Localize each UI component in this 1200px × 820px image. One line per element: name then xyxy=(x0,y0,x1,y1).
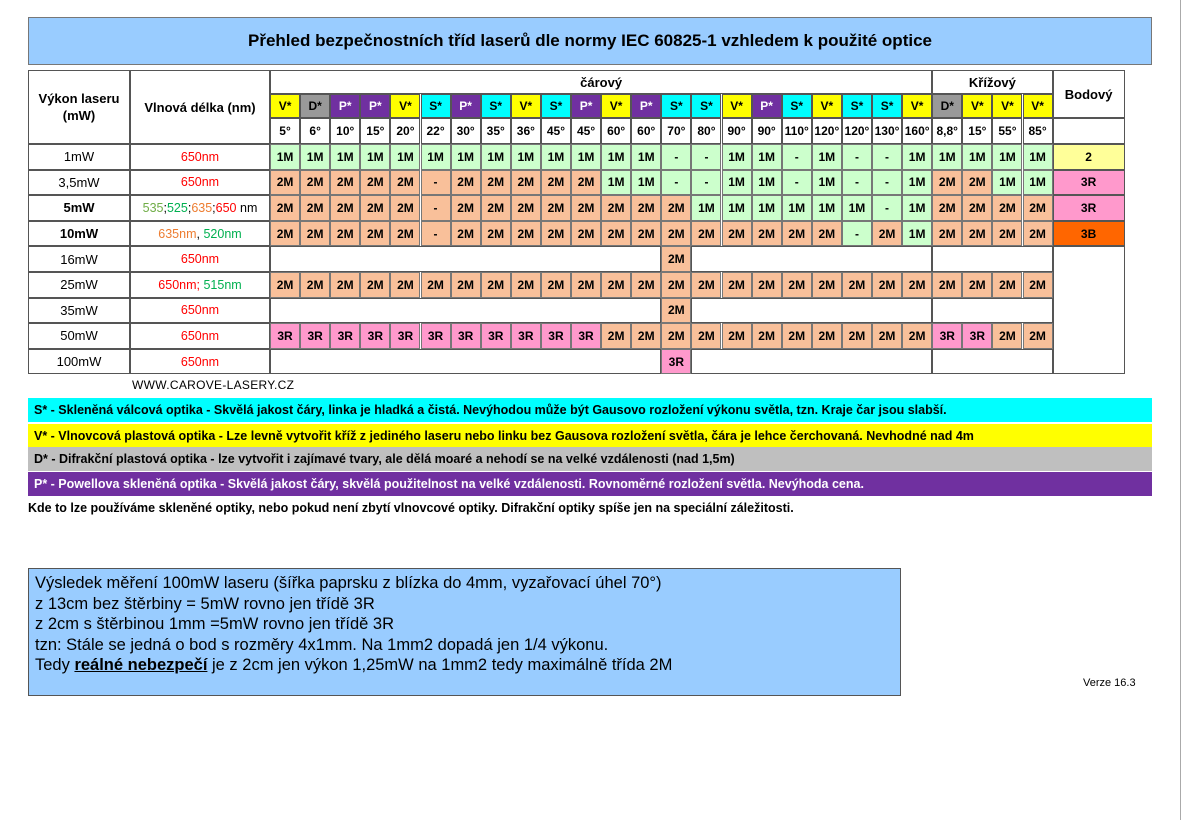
class-cell: - xyxy=(421,195,451,221)
class-cell: 2M xyxy=(330,195,360,221)
class-cell: 2M xyxy=(842,323,872,349)
wavelength-segment: ; xyxy=(212,200,216,215)
row-power: 1mW xyxy=(28,144,130,170)
class-cell: 1M xyxy=(270,144,300,170)
wavelength-segment: ; xyxy=(187,200,192,215)
class-cell: - xyxy=(842,170,872,196)
optic-type-26: V* xyxy=(1023,94,1053,118)
wavelength-segment: 515nm xyxy=(203,277,242,292)
class-cell: 2M xyxy=(932,272,962,298)
optic-type-7: P* xyxy=(451,94,481,118)
class-cell: - xyxy=(842,221,872,247)
class-cell: 2M xyxy=(661,298,691,324)
row-power: 16mW xyxy=(28,246,130,272)
class-cell: 2M xyxy=(541,221,571,247)
class-cell: 1M xyxy=(541,144,571,170)
class-cell: 2M xyxy=(752,272,782,298)
row-wavelength xyxy=(130,221,270,247)
class-cell: 2M xyxy=(691,221,721,247)
class-cell: - xyxy=(691,144,721,170)
wavelength-segment: 525 xyxy=(166,200,188,215)
optic-type-6: S* xyxy=(421,94,451,118)
class-cell: 2M xyxy=(481,195,511,221)
class-cell: 1M xyxy=(992,144,1022,170)
class-cell: 1M xyxy=(902,170,932,196)
optic-type-25: V* xyxy=(992,94,1022,118)
class-cell: 2M xyxy=(481,221,511,247)
legend-p-optics: P* - Powellova skleněná optika - Skvělá jakost čáry, skvělá použitelnost na velké vzdálenosti. Rovnoměrné rozložení světla. Nevýhoda cena. xyxy=(28,472,1152,496)
class-cell: 3R xyxy=(300,323,330,349)
optic-type-10: S* xyxy=(541,94,571,118)
angle-11: 45° xyxy=(571,118,601,144)
class-cell: 2M xyxy=(782,323,812,349)
class-cell: 2M xyxy=(782,221,812,247)
class-cell: 2M xyxy=(691,272,721,298)
class-cell: 2M xyxy=(962,272,992,298)
class-cell: 2M xyxy=(390,272,420,298)
class-cell: 2M xyxy=(601,323,631,349)
wavelength-segment: 650nm xyxy=(180,303,220,318)
optic-type-15: S* xyxy=(691,94,721,118)
row-blank-right xyxy=(932,298,1052,324)
class-cell: 2M xyxy=(390,221,420,247)
class-cell: - xyxy=(661,170,691,196)
class-cell: 2M xyxy=(902,323,932,349)
class-cell: 1M xyxy=(812,170,842,196)
class-cell: 2M xyxy=(872,272,902,298)
class-cell: 2M xyxy=(992,221,1022,247)
class-cell: - xyxy=(421,170,451,196)
class-cell: 2M xyxy=(360,272,390,298)
class-cell: 1M xyxy=(782,195,812,221)
class-cell: 2M xyxy=(902,272,932,298)
class-cell: 2M xyxy=(872,221,902,247)
class-cell: 2M xyxy=(571,170,601,196)
class-cell: - xyxy=(421,221,451,247)
measurement-line-5-pre: Tedy xyxy=(35,656,75,674)
optic-type-8: S* xyxy=(481,94,511,118)
class-cell: 2M xyxy=(661,195,691,221)
optic-type-23: D* xyxy=(932,94,962,118)
optic-type-2: D* xyxy=(300,94,330,118)
class-cell: 1M xyxy=(691,195,721,221)
measurement-line-2: z 13cm bez štěrbiny = 5mW rovno jen třídě 3R xyxy=(35,594,375,613)
dot-class-cell: 3B xyxy=(1053,221,1125,247)
class-cell: 2M xyxy=(541,272,571,298)
angle-1: 5° xyxy=(270,118,300,144)
class-cell: 2M xyxy=(872,323,902,349)
class-cell: 2M xyxy=(451,272,481,298)
class-cell: 2M xyxy=(962,170,992,196)
angle-21: 130° xyxy=(872,118,902,144)
class-cell: 2M xyxy=(1023,195,1053,221)
class-cell: 2M xyxy=(270,170,300,196)
measurement-line-3: z 2cm s štěrbinou 1mm =5mW rovno jen třídě 3R xyxy=(35,615,395,633)
optic-type-20: S* xyxy=(842,94,872,118)
wavelength-segment: 650nm xyxy=(180,252,220,267)
class-cell: 2M xyxy=(631,272,661,298)
page-title: Přehled bezpečnostních tříd laserů dle normy IEC 60825-1 vzhledem k použité optice xyxy=(28,17,1152,65)
class-cell: 1M xyxy=(300,144,330,170)
class-cell: 3R xyxy=(571,323,601,349)
optic-type-24: V* xyxy=(962,94,992,118)
page-edge-line xyxy=(1180,0,1181,820)
class-cell: 1M xyxy=(1023,170,1053,196)
angle-4: 15° xyxy=(360,118,390,144)
class-cell: 1M xyxy=(902,221,932,247)
row-wavelength xyxy=(130,246,270,272)
class-cell: 2M xyxy=(601,195,631,221)
wavelength-segment: 520nm xyxy=(203,226,242,241)
class-cell: 1M xyxy=(902,144,932,170)
optic-type-22: V* xyxy=(902,94,932,118)
wavelength-segment: 635nm xyxy=(158,226,197,241)
class-cell: 3R xyxy=(360,323,390,349)
website-link[interactable]: WWW.CAROVE-LASERY.CZ xyxy=(132,378,295,392)
class-cell: 1M xyxy=(722,144,752,170)
row-wavelength xyxy=(130,144,270,170)
class-cell: 1M xyxy=(812,144,842,170)
class-cell: 1M xyxy=(752,170,782,196)
class-cell: 2M xyxy=(270,272,300,298)
row-blank-left xyxy=(270,246,661,272)
class-cell: 1M xyxy=(511,144,541,170)
class-cell: 1M xyxy=(451,144,481,170)
angle-12: 60° xyxy=(601,118,631,144)
optic-type-12: V* xyxy=(601,94,631,118)
class-cell: 1M xyxy=(571,144,601,170)
measurement-line-1: Výsledek měření 100mW laseru (šířka paprsku z blízka do 4mm, vyzařovací úhel 70°) xyxy=(35,574,662,592)
angle-14: 70° xyxy=(661,118,691,144)
class-cell: 2M xyxy=(541,170,571,196)
row-power: 10mW xyxy=(28,221,130,247)
class-cell: 2M xyxy=(571,195,601,221)
row-wavelength xyxy=(130,195,270,221)
angle-17: 90° xyxy=(752,118,782,144)
row-wavelength xyxy=(130,349,270,375)
class-cell: - xyxy=(782,170,812,196)
wavelength-segment: 650 xyxy=(215,200,237,215)
row-blank-right xyxy=(932,246,1052,272)
angle-20: 120° xyxy=(842,118,872,144)
class-cell: 3R xyxy=(962,323,992,349)
wavelength-header: Vlnová délka (nm) xyxy=(130,70,270,144)
class-cell: 2M xyxy=(541,195,571,221)
class-cell: - xyxy=(782,144,812,170)
angle-18: 110° xyxy=(782,118,812,144)
class-cell: - xyxy=(872,144,902,170)
wavelength-segment: 650nm xyxy=(180,149,220,164)
class-cell: 2M xyxy=(601,221,631,247)
class-cell: 3R xyxy=(661,349,691,375)
dot-blank-area xyxy=(1053,246,1125,374)
row-power: 35mW xyxy=(28,298,130,324)
class-cell: 1M xyxy=(962,144,992,170)
optic-type-18: S* xyxy=(782,94,812,118)
row-power: 25mW xyxy=(28,272,130,298)
class-cell: 2M xyxy=(360,221,390,247)
class-cell: 1M xyxy=(481,144,511,170)
class-cell: 2M xyxy=(300,272,330,298)
class-cell: 2M xyxy=(511,195,541,221)
class-cell: 2M xyxy=(962,221,992,247)
wavelength-segment: 635 xyxy=(191,200,213,215)
row-blank-right xyxy=(932,349,1052,375)
measurement-line-4: tzn: Stále se jedná o bod s rozměry 4x1mm. Na 1mm2 dopadá jen 1/4 výkonu. xyxy=(35,635,609,654)
class-cell: 3R xyxy=(421,323,451,349)
class-cell: 2M xyxy=(571,272,601,298)
legend-d-optics: D* - Difrakční plastová optika - lze vytvořit i zajímavé tvary, ale dělá moaré a nehodí se na velké vzdálenosti (nad 1,5m) xyxy=(28,447,1152,471)
row-blank-mid xyxy=(691,349,932,375)
angle-2: 6° xyxy=(300,118,330,144)
class-cell: 2M xyxy=(300,195,330,221)
class-cell: 2M xyxy=(481,272,511,298)
class-cell: 1M xyxy=(752,195,782,221)
wavelength-segment: ; xyxy=(163,200,167,215)
angle-16: 90° xyxy=(722,118,752,144)
class-cell: 2M xyxy=(390,170,420,196)
wavelength-segment: 650nm xyxy=(180,354,220,369)
angle-7: 30° xyxy=(451,118,481,144)
class-cell: 2M xyxy=(511,221,541,247)
measurement-box xyxy=(28,568,901,696)
group-cross-header: Křížový xyxy=(932,70,1052,94)
class-cell: 2M xyxy=(270,221,300,247)
angle-24: 15° xyxy=(962,118,992,144)
angle-9: 36° xyxy=(511,118,541,144)
class-cell: 2M xyxy=(481,170,511,196)
class-cell: 2M xyxy=(932,195,962,221)
class-cell: 2M xyxy=(962,195,992,221)
angle-3: 10° xyxy=(330,118,360,144)
class-cell: 2M xyxy=(571,221,601,247)
class-cell: 2M xyxy=(270,195,300,221)
class-cell: 2M xyxy=(812,323,842,349)
row-blank-mid xyxy=(691,298,932,324)
class-cell: - xyxy=(661,144,691,170)
angle-26: 85° xyxy=(1023,118,1053,144)
class-cell: - xyxy=(872,170,902,196)
optic-type-1: V* xyxy=(270,94,300,118)
class-cell: 2M xyxy=(812,272,842,298)
wavelength-segment: 535 xyxy=(142,200,164,215)
optic-type-17: P* xyxy=(752,94,782,118)
real-danger-text: reálné nebezpečí xyxy=(74,656,208,674)
class-cell: 2M xyxy=(451,195,481,221)
class-cell: 2M xyxy=(842,272,872,298)
group-dot-header: Bodový xyxy=(1053,70,1125,118)
row-wavelength xyxy=(130,170,270,196)
class-cell: 2M xyxy=(451,221,481,247)
optic-type-9: V* xyxy=(511,94,541,118)
row-power: 50mW xyxy=(28,323,130,349)
class-cell: 1M xyxy=(992,170,1022,196)
class-cell: 2M xyxy=(631,195,661,221)
optic-type-13: P* xyxy=(631,94,661,118)
class-cell: 1M xyxy=(842,195,872,221)
class-cell: 1M xyxy=(902,195,932,221)
class-cell: 2M xyxy=(330,221,360,247)
wavelength-segment: 650nm xyxy=(180,328,220,343)
legend-v-optics: V* - Vlnovcová plastová optika - Lze levně vytvořit kříž z jediného laseru nebo linku bez Gausova rozložení světla, čára je lehce čerchovaná. Nevhodné nad 4m xyxy=(28,424,1152,448)
angle-13: 60° xyxy=(631,118,661,144)
angle-6: 22° xyxy=(421,118,451,144)
row-power: 100mW xyxy=(28,349,130,375)
row-wavelength xyxy=(130,298,270,324)
row-power: 3,5mW xyxy=(28,170,130,196)
group-line-header: čárový xyxy=(270,70,932,94)
class-cell: 2M xyxy=(722,272,752,298)
class-cell: 2M xyxy=(360,170,390,196)
class-cell: 2M xyxy=(661,272,691,298)
class-cell: 2M xyxy=(631,221,661,247)
class-cell: 2M xyxy=(360,195,390,221)
class-cell: 2M xyxy=(421,272,451,298)
class-cell: 2M xyxy=(511,272,541,298)
class-cell: 1M xyxy=(1023,144,1053,170)
row-blank-mid xyxy=(691,246,932,272)
class-cell: 2M xyxy=(752,221,782,247)
wavelength-segment: nm xyxy=(236,200,258,215)
class-cell: 3R xyxy=(541,323,571,349)
class-cell: 2M xyxy=(661,323,691,349)
optic-type-21: S* xyxy=(872,94,902,118)
wavelength-segment: , xyxy=(196,226,204,241)
dot-class-cell: 3R xyxy=(1053,170,1125,196)
class-cell: 2M xyxy=(752,323,782,349)
class-cell: - xyxy=(842,144,872,170)
wavelength-segment: 650nm; xyxy=(158,277,204,292)
class-cell: 2M xyxy=(300,221,330,247)
class-cell: 1M xyxy=(752,144,782,170)
dot-class-cell: 3R xyxy=(1053,195,1125,221)
class-cell: 1M xyxy=(601,170,631,196)
row-wavelength xyxy=(130,272,270,298)
class-cell: 1M xyxy=(722,170,752,196)
class-cell: 2M xyxy=(1023,323,1053,349)
row-wavelength xyxy=(130,323,270,349)
angle-25: 55° xyxy=(992,118,1022,144)
row-power: 5mW xyxy=(28,195,130,221)
class-cell: 1M xyxy=(390,144,420,170)
optic-type-19: V* xyxy=(812,94,842,118)
dot-angle-blank xyxy=(1053,118,1125,144)
optic-type-14: S* xyxy=(661,94,691,118)
class-cell: 1M xyxy=(330,144,360,170)
power-header: Výkon laseru (mW) xyxy=(28,70,130,144)
class-cell: 2M xyxy=(661,221,691,247)
class-cell: 2M xyxy=(300,170,330,196)
optic-type-3: P* xyxy=(330,94,360,118)
optic-type-5: V* xyxy=(390,94,420,118)
class-cell: 1M xyxy=(360,144,390,170)
class-cell: 3R xyxy=(390,323,420,349)
legend-s-optics: S* - Skleněná válcová optika - Skvělá jakost čáry, linka je hladká a čistá. Nevýhodou může být Gausovo rozložení výkonu světla, tzn. Kraje čar jsou slabší. xyxy=(28,398,1152,422)
angle-23: 8,8° xyxy=(932,118,962,144)
row-blank-left xyxy=(270,349,661,375)
angle-8: 35° xyxy=(481,118,511,144)
class-cell: 3R xyxy=(451,323,481,349)
class-cell: 2M xyxy=(722,323,752,349)
class-cell: 2M xyxy=(330,272,360,298)
class-cell: 3R xyxy=(511,323,541,349)
class-cell: - xyxy=(691,170,721,196)
class-cell: 2M xyxy=(932,170,962,196)
class-cell: 1M xyxy=(631,144,661,170)
class-cell: 3R xyxy=(932,323,962,349)
class-cell: 2M xyxy=(992,272,1022,298)
class-cell: 2M xyxy=(451,170,481,196)
class-cell: 2M xyxy=(812,221,842,247)
class-cell: 2M xyxy=(390,195,420,221)
class-cell: 2M xyxy=(511,170,541,196)
angle-15: 80° xyxy=(691,118,721,144)
class-cell: 1M xyxy=(812,195,842,221)
optics-note: Kde to lze používáme skleněné optiky, nebo pokud není zbytí vlnovcové optiky. Difrakční optiky spíše jen na speciální záležitosti. xyxy=(28,501,794,515)
class-cell: 2M xyxy=(631,323,661,349)
class-cell: 1M xyxy=(722,195,752,221)
angle-22: 160° xyxy=(902,118,932,144)
class-cell: 2M xyxy=(601,272,631,298)
class-cell: 3R xyxy=(330,323,360,349)
angle-5: 20° xyxy=(390,118,420,144)
measurement-line-5-post: je z 2cm jen výkon 1,25mW na 1mm2 tedy maximálně třída 2M xyxy=(207,656,673,674)
class-cell: 2M xyxy=(782,272,812,298)
class-cell: 3R xyxy=(270,323,300,349)
class-cell: 2M xyxy=(1023,272,1053,298)
optic-type-11: P* xyxy=(571,94,601,118)
class-cell: 1M xyxy=(421,144,451,170)
class-cell: 2M xyxy=(1023,221,1053,247)
class-cell: 2M xyxy=(992,195,1022,221)
optic-type-4: P* xyxy=(360,94,390,118)
class-cell: 1M xyxy=(631,170,661,196)
class-cell: 3R xyxy=(481,323,511,349)
class-cell: - xyxy=(872,195,902,221)
class-cell: 2M xyxy=(691,323,721,349)
version-label: Verze 16.3 xyxy=(1083,677,1136,689)
optic-type-16: V* xyxy=(722,94,752,118)
class-cell: 2M xyxy=(661,246,691,272)
class-cell: 1M xyxy=(932,144,962,170)
class-cell: 2M xyxy=(932,221,962,247)
measurement-line-5 xyxy=(35,655,900,676)
dot-class-cell: 2 xyxy=(1053,144,1125,170)
class-cell: 2M xyxy=(722,221,752,247)
class-cell: 2M xyxy=(992,323,1022,349)
class-cell: 2M xyxy=(330,170,360,196)
angle-19: 120° xyxy=(812,118,842,144)
class-cell: 1M xyxy=(601,144,631,170)
row-blank-left xyxy=(270,298,661,324)
wavelength-segment: 650nm xyxy=(180,175,220,190)
angle-10: 45° xyxy=(541,118,571,144)
